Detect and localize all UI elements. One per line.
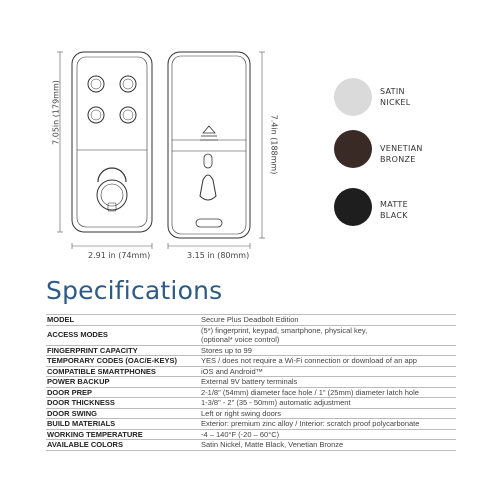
- front-height-label: 7.05in (179mm): [51, 80, 61, 145]
- spec-key: COMPATIBLE SMARTPHONES: [47, 366, 156, 376]
- matte-black-label: MATTE BLACK: [380, 200, 408, 220]
- spec-row: [46, 419, 456, 430]
- spec-value: 1-3/8" - 2" (35 - 50mm) automatic adjustment: [201, 398, 351, 407]
- spec-value: Secure Plus Deadbolt Edition: [201, 315, 299, 324]
- venetian-bronze-swatch: [334, 130, 372, 168]
- spec-value: Left or right swing doors: [201, 408, 282, 418]
- spec-key: TEMPORARY CODES (OAC/E-KEYS): [47, 356, 178, 365]
- venetian-bronze-label: VENETIAN BRONZE: [380, 144, 423, 164]
- spec-row: [46, 346, 456, 357]
- spec-value: (5*) fingerprint, keypad, smartphone, physical key, (optional* voice control): [201, 325, 368, 344]
- spec-value: Exterior: premium zinc alloy / Interior: scratch proof polycarbonate: [201, 419, 420, 428]
- satin-nickel-label: SATIN NICKEL: [380, 87, 411, 107]
- spec-row: [46, 388, 456, 399]
- front-lock-drawing: [72, 52, 152, 232]
- matte-black-swatch: [334, 188, 372, 226]
- spec-row: [46, 398, 456, 409]
- spec-row: [46, 377, 456, 388]
- spec-value: YES / does not require a Wi-Fi connection or download of an app: [201, 356, 417, 365]
- spec-value: 2-1/8" (54mm) diameter face hole / 1" (25mm) diameter latch hole: [201, 387, 419, 397]
- spec-key: WORKING TEMPERATURE: [47, 429, 143, 439]
- spec-row: [46, 356, 456, 367]
- spec-value: iOS and Android™: [201, 366, 264, 376]
- satin-nickel-swatch: [334, 78, 372, 116]
- spec-value: Stores up to 99: [201, 345, 252, 355]
- spec-key: MODEL: [47, 315, 75, 324]
- spec-key: BUILD MATERIALS: [47, 419, 116, 428]
- spec-key: ACCESS MODES: [47, 330, 108, 340]
- spec-row: [46, 326, 456, 346]
- spec-value: Satin Nickel, Matte Black, Venetian Bronze: [201, 440, 344, 449]
- spec-key: POWER BACKUP: [47, 377, 110, 386]
- specifications-title: Specifications: [46, 276, 223, 305]
- spec-row: [46, 367, 456, 378]
- back-width-label: 3.15 in (80mm): [187, 251, 250, 260]
- front-width-label: 2.91 in (74mm): [88, 251, 151, 260]
- spec-row: [46, 314, 456, 326]
- spec-value: External 9V battery terminals: [201, 377, 298, 386]
- spec-value: -4 – 140°F (-20 – 60°C): [201, 429, 280, 439]
- spec-key: DOOR THICKNESS: [47, 398, 115, 407]
- back-height-label: 7.4in (188mm): [269, 114, 279, 175]
- spec-key: FINGERPRINT CAPACITY: [47, 345, 138, 355]
- spec-key: DOOR SWING: [47, 408, 97, 418]
- spec-row: [46, 430, 456, 441]
- spec-row: [46, 440, 456, 451]
- spec-key: DOOR PREP: [47, 387, 93, 397]
- spec-key: AVAILABLE COLORS: [47, 440, 123, 449]
- spec-row: [46, 409, 456, 420]
- specifications-table: [46, 314, 456, 451]
- back-lock-drawing: [168, 52, 250, 238]
